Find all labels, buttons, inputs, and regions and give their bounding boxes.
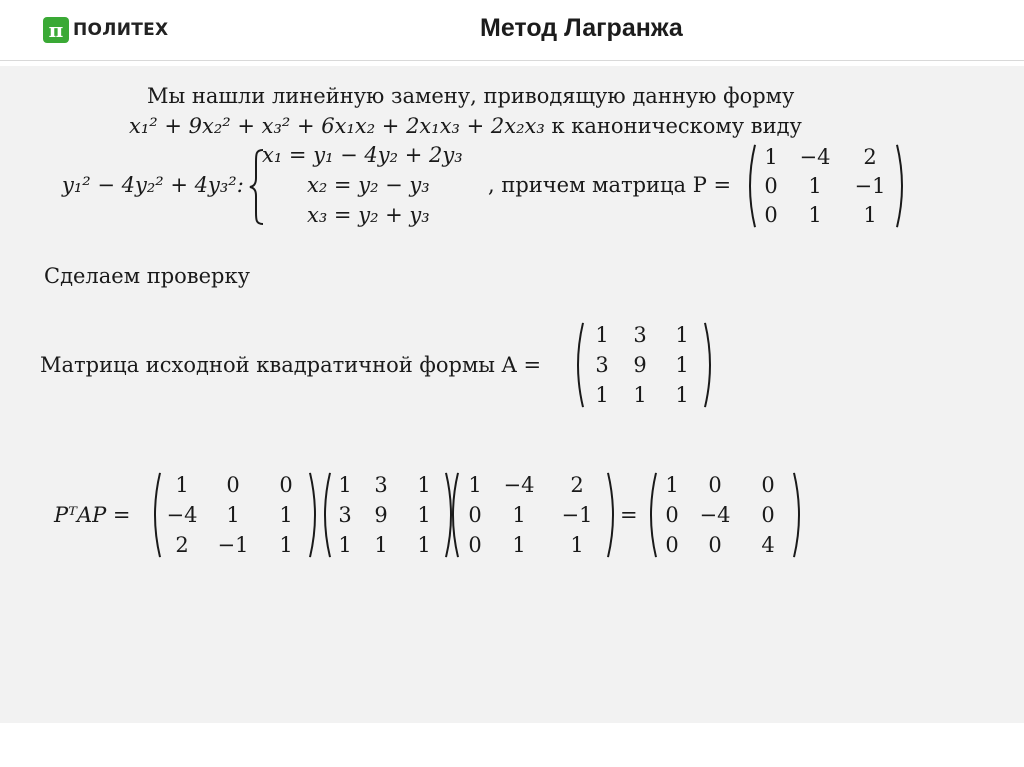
matrix-p-product — [446, 472, 620, 558]
matrix-result-cell: 0 — [665, 533, 679, 557]
matrix-a-product-cell: 1 — [374, 533, 388, 557]
matrix-a-product-cell: 1 — [417, 503, 431, 527]
quadratic-form-expr: x₁² + 9x₂² + x₃² + 6x₁x₂ + 2x₁x₃ + 2x₂x₃ — [129, 114, 545, 138]
matrix-p-product-cell: 0 — [468, 533, 482, 557]
matrix-p-product-cell: −1 — [561, 503, 593, 527]
matrix-a-grid — [585, 322, 703, 408]
matrix-result — [644, 472, 806, 558]
system-eq-3: x₃ = y₂ + y₃ — [307, 203, 430, 227]
matrix-a-cell: 3 — [595, 353, 609, 377]
matrix-a-product-cell: 1 — [417, 473, 431, 497]
matrix-pt-cell: 0 — [226, 473, 240, 497]
matrix-p-product-cell: 0 — [468, 503, 482, 527]
right-paren-icon — [606, 472, 620, 558]
matrix-a-product-cell: 9 — [374, 503, 388, 527]
matrix-a-cell: 1 — [675, 323, 689, 347]
right-paren-icon — [895, 144, 909, 228]
matrix-pt-cell: 0 — [279, 473, 293, 497]
matrix-pt-cell: −1 — [217, 533, 249, 557]
matrix-p-label: , причем матрица P = — [488, 173, 732, 197]
substitution-system — [262, 145, 490, 227]
matrix-a-product-cell: 1 — [338, 473, 352, 497]
matrix-a-cell: 3 — [633, 323, 647, 347]
matrix-a-cell: 1 — [675, 353, 689, 377]
matrix-a — [571, 322, 717, 408]
matrix-p-cell: 1 — [764, 145, 778, 169]
intro-text: Мы нашли линейную замену, приводящую данную форму — [147, 84, 795, 108]
matrix-a-product — [318, 472, 458, 558]
form-suffix: к каноническому виду — [551, 114, 802, 138]
matrix-a-product-cell: 1 — [338, 533, 352, 557]
matrix-a-product-cell: 3 — [374, 473, 388, 497]
left-paren-icon — [571, 322, 585, 408]
matrix-p-product-cell: 1 — [570, 533, 584, 557]
left-paren-icon — [743, 144, 757, 228]
matrix-p-cell: −1 — [854, 174, 886, 198]
matrix-p-product-cell: 2 — [570, 473, 584, 497]
matrix-result-cell: 0 — [665, 503, 679, 527]
matrix-p-product-cell: 1 — [512, 503, 526, 527]
matrix-p-cell: −4 — [799, 145, 831, 169]
matrix-result-grid — [658, 472, 792, 558]
matrix-result-cell: 1 — [665, 473, 679, 497]
matrix-a-cell: 1 — [675, 383, 689, 407]
matrix-a-product-cell: 1 — [417, 533, 431, 557]
matrix-p-cell: 2 — [863, 145, 877, 169]
matrix-p-product-cell: 1 — [512, 533, 526, 557]
matrix-pt-grid — [162, 472, 308, 558]
matrix-p-product-cell: 1 — [468, 473, 482, 497]
matrix-result-cell: 0 — [761, 503, 775, 527]
left-paren-icon — [148, 472, 162, 558]
left-paren-icon — [318, 472, 332, 558]
matrix-result-cell: 0 — [708, 473, 722, 497]
matrix-p-cell: 1 — [863, 203, 877, 227]
matrix-pt-cell: −4 — [166, 503, 198, 527]
equals-sign: = — [620, 503, 638, 527]
system-eq-2: x₂ = y₂ − y₃ — [307, 173, 430, 197]
right-paren-icon — [703, 322, 717, 408]
matrix-a-cell: 9 — [633, 353, 647, 377]
matrix-pt-cell: 1 — [279, 503, 293, 527]
slide-header — [0, 0, 1024, 61]
matrix-p-cell: 0 — [764, 174, 778, 198]
matrix-p-cell: 1 — [808, 203, 822, 227]
matrix-pt-cell: 1 — [226, 503, 240, 527]
politech-logo — [43, 17, 168, 43]
matrix-a-cell: 1 — [633, 383, 647, 407]
left-paren-icon — [446, 472, 460, 558]
matrix-pt-cell: 2 — [175, 533, 189, 557]
system-eq-1: x₁ = y₁ − 4y₂ + 2y₃ — [262, 143, 463, 167]
matrix-a-cell: 1 — [595, 383, 609, 407]
matrix-pt — [148, 472, 322, 558]
canonical-form: y₁² − 4y₂² + 4y₃²: — [62, 173, 244, 197]
matrix-p-product-cell: −4 — [503, 473, 535, 497]
right-paren-icon — [792, 472, 806, 558]
matrix-p — [743, 144, 909, 228]
matrix-result-cell: 0 — [708, 533, 722, 557]
logo-mark-icon: п — [43, 17, 69, 43]
quadratic-form — [129, 116, 802, 137]
matrix-result-cell: 4 — [761, 533, 775, 557]
matrix-p-grid — [757, 144, 895, 228]
matrix-a-product-grid — [332, 472, 444, 558]
matrix-a-cell: 1 — [595, 323, 609, 347]
logo-text: ПОЛИТЕХ — [73, 20, 169, 40]
slide-title: Метод Лагранжа — [480, 14, 683, 42]
matrix-pt-cell: 1 — [279, 533, 293, 557]
slide-footer — [0, 723, 1024, 767]
matrix-result-cell: −4 — [699, 503, 731, 527]
matrix-p-product-grid — [460, 472, 606, 558]
check-text: Сделаем проверку — [44, 264, 250, 288]
matrix-p-cell: 1 — [808, 174, 822, 198]
left-paren-icon — [644, 472, 658, 558]
matrix-pt-cell: 1 — [175, 473, 189, 497]
matrix-result-cell: 0 — [761, 473, 775, 497]
matrix-a-label: Матрица исходной квадратичной формы A = — [40, 353, 542, 377]
matrix-a-product-cell: 3 — [338, 503, 352, 527]
product-label: PᵀAP = — [54, 503, 131, 527]
matrix-p-cell: 0 — [764, 203, 778, 227]
